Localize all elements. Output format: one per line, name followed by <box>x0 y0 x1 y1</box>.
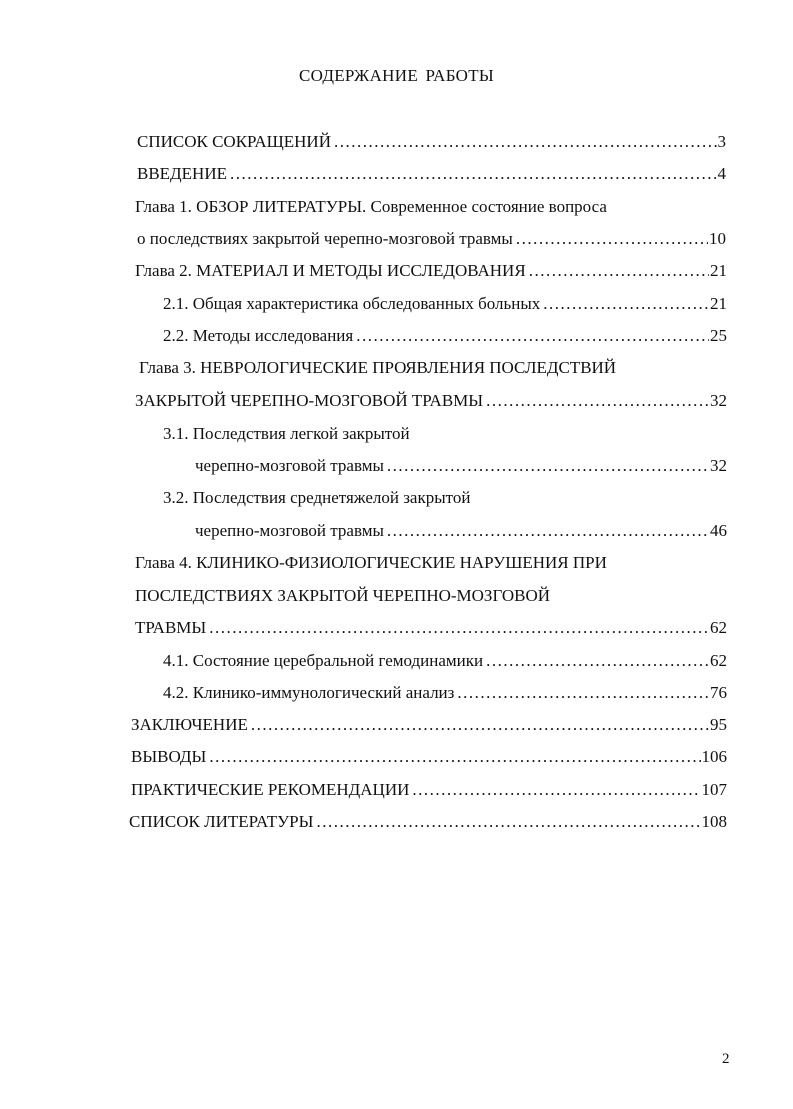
toc-leader-dots <box>384 519 709 543</box>
toc-entry-section-2-1[interactable] <box>163 292 727 316</box>
toc-entry-label: Глава 2. МАТЕРИАЛ И МЕТОДЫ ИССЛЕДОВАНИЯ <box>135 261 526 280</box>
toc-entry-label: СПИСОК ЛИТЕРАТУРЫ <box>129 812 314 831</box>
toc-leader-dots <box>526 259 709 283</box>
toc-page-number: 21 <box>710 294 727 313</box>
toc-entry-label: ВВЕДЕНИЕ <box>137 164 227 183</box>
toc-entry-chapter3[interactable] <box>135 389 727 413</box>
toc-page-number: 3 <box>717 132 726 151</box>
toc-entry-label: черепно-мозговой травмы <box>195 456 384 475</box>
toc-page-number: 32 <box>710 391 727 410</box>
toc-chapter1-line1[interactable]: Глава 1. ОБЗОР ЛИТЕРАТУРЫ. Современное состояние вопроса <box>135 197 607 216</box>
page-title: СОДЕРЖАНИЕ РАБОТЫ <box>298 66 495 85</box>
toc-page-number: 106 <box>701 747 727 766</box>
toc-leader-dots <box>454 681 709 705</box>
toc-entry-label: 4.2. Клинико-иммунологический анализ <box>163 683 455 702</box>
toc-leader-dots <box>206 745 700 769</box>
toc-entry-label: ЗАКЛЮЧЕНИЕ <box>131 715 248 734</box>
toc-entry-label: ВЫВОДЫ <box>131 747 207 766</box>
toc-entry-chapter4[interactable] <box>135 616 727 640</box>
toc-page-number: 4 <box>717 164 726 183</box>
toc-entry-section-2-2[interactable] <box>163 324 727 348</box>
toc-leader-dots <box>227 162 717 186</box>
toc-entry-label: 4.1. Состояние церебральной гемодинамики <box>163 651 484 670</box>
toc-entry-label: о последствиях закрытой черепно-мозговой травмы <box>137 229 513 248</box>
toc-page-number: 32 <box>710 456 727 475</box>
toc-leader-dots <box>513 227 708 251</box>
toc-entry-label: 2.1. Общая характеристика обследованных больных <box>163 294 541 313</box>
toc-entry-label: 2.2. Методы исследования <box>163 326 354 345</box>
toc-page-number: 21 <box>710 261 727 280</box>
toc-entry-references[interactable] <box>129 810 727 834</box>
toc-entry-abbreviations[interactable] <box>137 130 726 154</box>
toc-page-number: 76 <box>710 683 727 702</box>
toc-entry-label: ТРАВМЫ <box>135 618 207 637</box>
toc-page-number: 107 <box>701 780 727 799</box>
toc-leader-dots <box>409 778 700 802</box>
toc-leader-dots <box>206 616 709 640</box>
toc-entry-recommendations[interactable] <box>131 778 727 802</box>
toc-entry-conclusion[interactable] <box>131 713 727 737</box>
toc-page-number: 95 <box>710 715 727 734</box>
toc-leader-dots <box>248 713 709 737</box>
toc-entry-chapter1[interactable] <box>137 227 726 251</box>
toc-page-number: 46 <box>710 521 727 540</box>
toc-leader-dots <box>540 292 709 316</box>
toc-entry-chapter2[interactable] <box>135 259 727 283</box>
toc-entry-introduction[interactable] <box>137 162 726 186</box>
toc-leader-dots <box>483 649 709 673</box>
toc-entry-label: СПИСОК СОКРАЩЕНИЙ <box>137 132 331 151</box>
toc-page-number: 62 <box>710 651 727 670</box>
toc-leader-dots <box>313 810 700 834</box>
page-number: 2 <box>722 1051 730 1067</box>
toc-entry-label: ПРАКТИЧЕСКИЕ РЕКОМЕНДАЦИИ <box>131 780 410 799</box>
toc-chapter3-line1[interactable]: Глава 3. НЕВРОЛОГИЧЕСКИЕ ПРОЯВЛЕНИЯ ПОСЛЕДСТВИЙ <box>139 358 617 377</box>
toc-page-number: 10 <box>709 229 726 248</box>
toc-entry-label: черепно-мозговой травмы <box>195 521 384 540</box>
toc-leader-dots <box>331 130 717 154</box>
toc-leader-dots <box>483 389 709 413</box>
toc-page-number: 108 <box>701 812 727 831</box>
toc-section-3-1-line1[interactable]: 3.1. Последствия легкой закрытой <box>163 424 410 443</box>
toc-chapter4-line2[interactable]: ПОСЛЕДСТВИЯХ ЗАКРЫТОЙ ЧЕРЕПНО-МОЗГОВОЙ <box>135 586 551 605</box>
toc-chapter4-line1[interactable]: Глава 4. КЛИНИКО-ФИЗИОЛОГИЧЕСКИЕ НАРУШЕНИЯ ПРИ <box>135 553 607 572</box>
toc-entry-section-4-1[interactable] <box>163 649 727 673</box>
toc-leader-dots <box>384 454 709 478</box>
toc-entry-label: ЗАКРЫТОЙ ЧЕРЕПНО-МОЗГОВОЙ ТРАВМЫ <box>135 391 484 410</box>
toc-leader-dots <box>353 324 709 348</box>
toc-entry-section-3-1[interactable] <box>195 454 727 478</box>
toc-entry-section-4-2[interactable] <box>163 681 727 705</box>
toc-entry-findings[interactable] <box>131 745 727 769</box>
toc-page-number: 62 <box>710 618 727 637</box>
toc-section-3-2-line1[interactable]: 3.2. Последствия среднетяжелой закрытой <box>163 488 471 507</box>
toc-page-number: 25 <box>710 326 727 345</box>
toc-entry-section-3-2[interactable] <box>195 519 727 543</box>
